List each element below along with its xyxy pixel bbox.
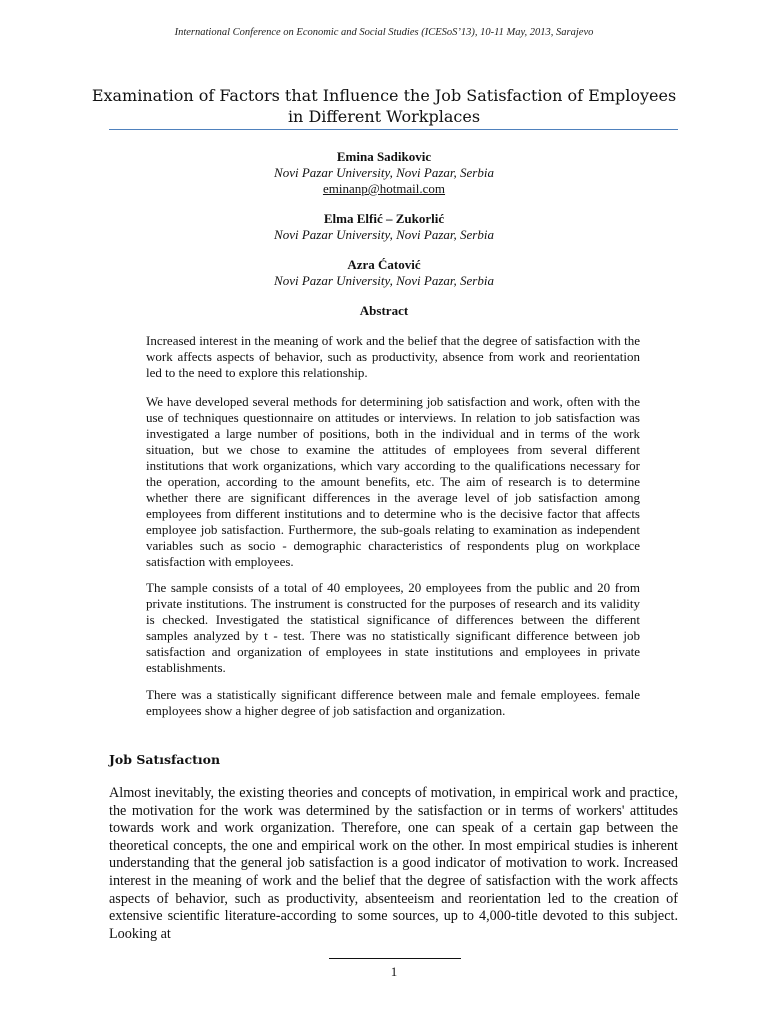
paper-title: Examination of Factors that Influence the Job Satisfaction of Employees in Different Workplaces: [91, 86, 677, 126]
abstract-paragraph-2: We have developed several methods for determining job satisfaction and work, often with the use of techniques questionnaire on attitudes or interviews. In relation to job satisfaction was investigated a large number of positions, both in the individual and in terms of the work situation, but we chose to examine the attitudes of employees from several different institutions that work organizations, which vary according to the qualifications necessary for the operation, according to the amount benefits, etc. The aim of research is to determine whether there are significant differences in the average level of job satisfaction among employees from different institutions and to determine who is the decisive factor that affects employee job satisfaction. Furthermore, the sub-goals relating to examination as independent variables such as socio - demographic characteristics of respondents plug on workplace satisfaction with employees.: [146, 394, 640, 569]
author-name: Elma Elfić – Zukorlić: [323, 211, 445, 226]
author-affiliation: Novi Pazar University, Novi Pazar, Serbia: [274, 227, 494, 242]
abstract-paragraph-1: Increased interest in the meaning of work and the belief that the degree of satisfaction with the work affects aspects of behavior, such as productivity, absence from work and reorientation led to the need to explore this relationship.: [146, 333, 640, 380]
abstract-paragraph-3: The sample consists of a total of 40 employees, 20 employees from the public and 20 from private institutions. The instrument is constructed for the purposes of research and its validity is checked. Investigated the statistical significance of differences between the different samples analyzed by t - test. There was no statistically significant difference between job satisfaction and organization of employees in state institutions and employees in private establishments.: [146, 580, 640, 675]
author-affiliation: Novi Pazar University, Novi Pazar, Serbia: [274, 165, 494, 180]
page-number: 1: [390, 964, 398, 979]
author-name: Azra Ćatović: [347, 257, 421, 272]
section-heading: Job Satısfactıon: [109, 752, 221, 767]
author-affiliation: Novi Pazar University, Novi Pazar, Serbia: [274, 273, 494, 288]
author-email-link[interactable]: eminanp@hotmail.com: [322, 181, 446, 196]
abstract-heading: Abstract: [359, 303, 409, 318]
body-paragraph: Almost inevitably, the existing theories and concepts of motivation, in empirical work and practice, the motivation for the work was determined by the satisfaction or in terms of workers' attitudes towards work and work organization. Therefore, one can speak of a certain gap between the theoretical concepts, the one and empirical work on the other. In most empirical studies is inherent understanding that the general job satisfaction is a good indicator of motivation to work. Increased interest in the meaning of work and the belief that the degree of satisfaction with the work affects aspects of behavior, such as productivity, absenteeism and reorientation led to the creation of extensive scientific literature-according to some sources, up to 4,000-title devoted to this subject. Looking at: [109, 785, 678, 942]
author-block-1: [0, 149, 768, 197]
title-divider: [109, 129, 678, 130]
author-block-2: [0, 211, 768, 243]
author-name: Emina Sadikovic: [336, 149, 432, 164]
abstract-paragraph-4: There was a statistically significant difference between male and female employees. female employees show a higher degree of job satisfaction and organization.: [146, 687, 640, 718]
footer-divider: [329, 958, 461, 959]
running-header: International Conference on Economic and Social Studies (ICESoS’13), 10-11 May, 2013, Sarajevo: [174, 27, 594, 38]
author-block-3: [0, 257, 768, 289]
